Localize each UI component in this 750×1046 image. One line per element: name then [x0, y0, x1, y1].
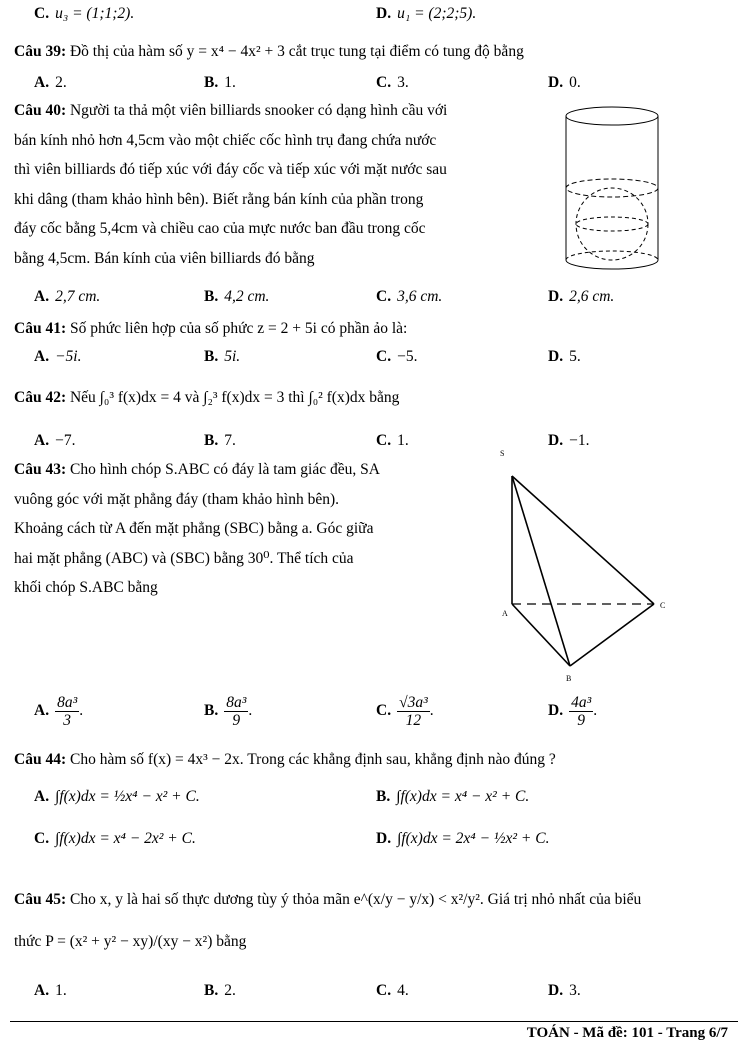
option-c-top: C. u₃ = (1;1;2). [34, 5, 135, 22]
q43-option-c: C. $\frac{\text{√3a³}}{12}$ . [376, 694, 434, 730]
vertex-s-label: S [500, 449, 505, 458]
footer-divider [10, 1021, 738, 1022]
vertex-b-label: B [566, 674, 572, 683]
q41-option-a: A. −5i. [34, 348, 82, 365]
q42-option-c: C. 1. [376, 432, 409, 449]
question-40: Câu 40: Người ta thả một viên billiards snooker có dạng hình cầu với bán kính nhỏ hơn 4,5cm vào một chiếc cốc hình trụ đang chứa nước thì viên billiards đó tiếp xúc với đáy cốc và tiếp xúc với mặt nước sau khi dâng (tham khảo hình bên). Biết rằng bán kính của phần trong đáy cốc bằng 5,4cm và chiều cao của mực nước ban đầu trong cốc bằng 4,5cm. Bán kính của viên billiards đó bằng [14, 102, 448, 267]
q42-option-d: D. −1. [548, 432, 590, 449]
q40-option-c: C. 3,6 cm. [376, 288, 443, 305]
q44-option-c: C. ∫f(x)dx = x⁴ − 2x² + C. [34, 830, 196, 847]
q39-option-d: D. 0. [548, 74, 581, 91]
cylinder-ball-figure [560, 104, 750, 282]
q43-option-b: B. $\frac{\text{8a³}}{9}$ . [204, 694, 253, 730]
q39-option-c: C. 3. [376, 74, 409, 91]
question-45: Câu 45: Cho x, y là hai số thực dương tùy ý thỏa mãn e^(x/y − y/x) < x²/y². Giá trị nhỏ nhất của biểu [14, 891, 642, 908]
q40-option-a: A. 2,7 cm. [34, 288, 101, 305]
question-41: Câu 41: Số phức liên hợp của số phức z = 2 + 5i có phần ảo là: [14, 320, 408, 337]
vertex-c-label: C [660, 601, 666, 610]
question-42: Câu 42: Nếu ∫₀³ f(x)dx = 4 và ∫₂³ f(x)dx = 3 thì ∫₀² f(x)dx bằng [14, 389, 400, 406]
q45-option-b: B. 2. [204, 982, 236, 999]
q40-option-d: D. 2,6 cm. [548, 288, 615, 305]
option-d-top: D. u₁ = (2;2;5). [376, 5, 477, 22]
q44-option-b: B. ∫f(x)dx = x⁴ − x² + C. [376, 788, 530, 805]
q45-option-c: C. 4. [376, 982, 409, 999]
q44-option-d: D. ∫f(x)dx = 2x⁴ − ½x² + C. [376, 830, 550, 847]
question-45-line2: thức P = (x² + y² − xy)/(xy − x²) bằng [14, 933, 247, 950]
q45-option-d: D. 3. [548, 982, 581, 999]
question-39: Câu 39: Đồ thị của hàm số y = x⁴ − 4x² + 3 cắt trục tung tại điểm có tung độ bằng [14, 43, 524, 60]
q41-option-b: B. 5i. [204, 348, 241, 365]
q43-option-a: A. $\frac{\text{8a³}}{3}$ . [34, 694, 84, 730]
pyramid-figure [494, 446, 674, 686]
q42-option-b: B. 7. [204, 432, 236, 449]
q43-option-d: D. $\frac{\text{4a³}}{9}$ . [548, 694, 598, 730]
question-43: Câu 43: Cho hình chóp S.ABC có đáy là tam giác đều, SA vuông góc với mặt phẳng đáy (tham khảo hình bên). Khoảng cách từ A đến mặt phẳng (SBC) bằng a. Góc giữa hai mặt phẳng (ABC) và (SBC) bằng 30⁰. Thể tích của khối chóp S.ABC bằng [14, 461, 380, 596]
q42-option-a: A. −7. [34, 432, 76, 449]
q45-option-a: A. 1. [34, 982, 67, 999]
q41-option-d: D. 5. [548, 348, 581, 365]
q39-option-b: B. 1. [204, 74, 236, 91]
question-44: Câu 44: Cho hàm số f(x) = 4x³ − 2x. Trong các khẳng định sau, khẳng định nào đúng ? [14, 751, 556, 768]
vertex-a-label: A [502, 609, 508, 618]
page-footer: TOÁN - Mã đề: 101 - Trang 6/7 [526, 1025, 728, 1041]
q40-option-b: B. 4,2 cm. [204, 288, 270, 305]
q44-option-a: A. ∫f(x)dx = ½x⁴ − x² + C. [34, 788, 200, 805]
q39-option-a: A. 2. [34, 74, 67, 91]
q41-option-c: C. −5. [376, 348, 418, 365]
